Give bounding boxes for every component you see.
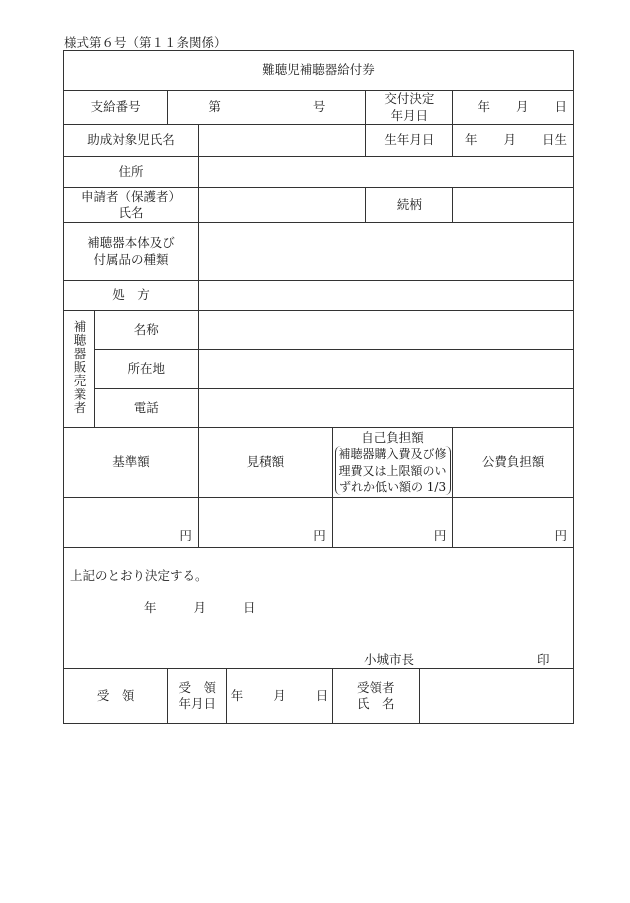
decision-text: 上記のとおり決定する。 <box>70 568 208 583</box>
public-payment-label: 公費負担額 <box>453 428 574 498</box>
address-label: 住所 <box>64 157 199 188</box>
relation-field[interactable] <box>453 188 574 223</box>
receiver-name-field[interactable] <box>419 669 573 724</box>
go-label: 号 <box>312 99 326 115</box>
vendor-phone-label: 電話 <box>94 389 198 428</box>
standard-amount-label: 基準額 <box>64 428 199 498</box>
receipt-date-label: 受 領 年月日 <box>168 669 227 723</box>
address-field[interactable] <box>198 157 573 188</box>
decision-section <box>64 548 574 669</box>
form-title: 難聴児補聴器給付券 <box>64 51 574 91</box>
vendor-group-label: 補聴器販売業者 <box>64 311 95 428</box>
vendor-name-field[interactable] <box>198 311 573 350</box>
mayor-label: 小城市長 <box>364 652 415 667</box>
vendor-phone-field[interactable] <box>198 389 573 428</box>
grant-number-field[interactable] <box>168 91 366 125</box>
self-payment-field[interactable]: 円 <box>332 498 453 548</box>
vendor-name-label: 名称 <box>94 311 198 350</box>
vendor-location-field[interactable] <box>198 350 573 389</box>
prescription-field[interactable] <box>198 281 573 311</box>
grant-number-label: 支給番号 <box>64 91 168 125</box>
device-type-label: 補聴器本体及び 付属品の種類 <box>64 223 199 281</box>
standard-amount-field[interactable]: 円 <box>64 498 199 548</box>
birth-date-label: 生年月日 <box>366 125 453 157</box>
estimate-amount-label: 見積額 <box>198 428 332 498</box>
self-payment-note: 補聴器購入費及び修 理費又は上限額のい ずれか低い額の 1/3 <box>335 446 451 495</box>
vendor-location-label: 所在地 <box>94 350 198 389</box>
receipt-date-group <box>168 669 333 724</box>
applicant-name-field[interactable] <box>198 188 366 223</box>
decision-date-field[interactable]: 年 月 日 <box>453 91 574 125</box>
estimate-amount-field[interactable]: 円 <box>198 498 332 548</box>
applicant-label: 申請者（保護者） 氏名 <box>64 188 199 223</box>
child-name-label: 助成対象児氏名 <box>64 125 199 157</box>
form-caption: 様式第６号（第１１条関係） <box>64 35 227 50</box>
dai-label: 第 <box>208 99 221 115</box>
decision-date: 年 月 日 <box>144 600 256 615</box>
birth-date-field[interactable]: 年 月 日生 <box>453 125 574 157</box>
relation-label: 続柄 <box>366 188 453 223</box>
self-payment-label: 自己負担額 補聴器購入費及び修 理費又は上限額のい ずれか低い額の 1/3 <box>332 428 453 498</box>
decision-date-label: 交付決定 年月日 <box>366 91 453 125</box>
voucher-form <box>63 50 574 724</box>
public-payment-field[interactable]: 円 <box>453 498 574 548</box>
child-name-field[interactable] <box>198 125 366 157</box>
receipt-label: 受 領 <box>64 669 168 724</box>
device-type-field[interactable] <box>198 223 573 281</box>
receiver-label: 受領者 氏 名 <box>332 669 419 724</box>
prescription-label: 処 方 <box>64 281 199 311</box>
seal-mark: 印 <box>537 652 550 667</box>
receipt-date-field[interactable]: 年 月 日 <box>230 687 329 703</box>
